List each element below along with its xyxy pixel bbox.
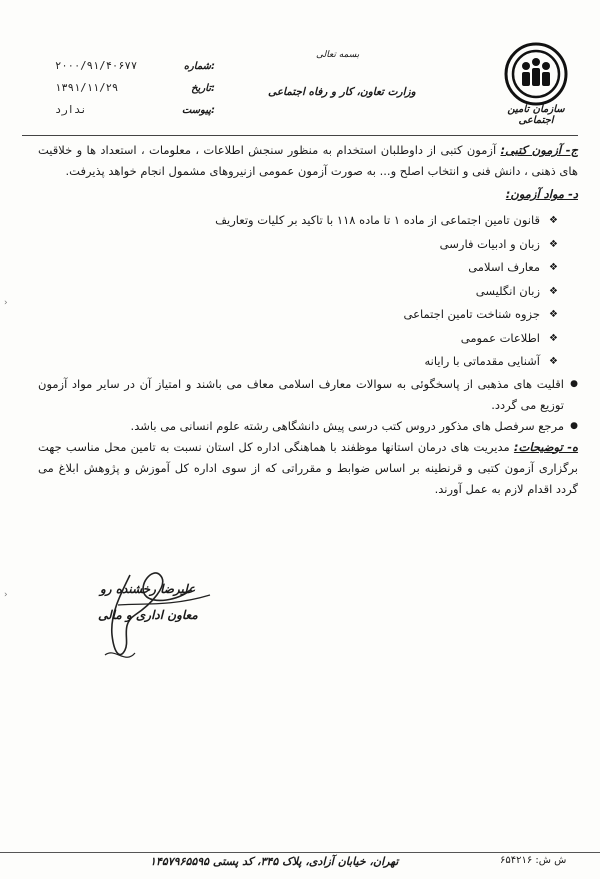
dot-bullet-icon: ●: [570, 378, 578, 389]
exam-subjects-list: [38, 209, 578, 374]
meta-label: تاریخ:: [191, 82, 215, 94]
letter-body: [38, 140, 578, 500]
meta-number-row: [55, 55, 215, 77]
section-d-heading: د- مواد آزمون:: [505, 187, 578, 201]
margin-mark: ›: [4, 298, 8, 308]
meta-date-row: [55, 77, 215, 99]
diamond-bullet-icon: ❖: [549, 332, 558, 344]
diamond-bullet-icon: ❖: [549, 285, 558, 297]
signatory-name: علیرضا رخشنده رو: [100, 582, 196, 596]
section-e: [38, 437, 578, 500]
list-item: ❖ جزوه شناخت تامین اجتماعی: [38, 303, 558, 327]
section-e-heading: ه- توضیحات:: [513, 439, 579, 454]
list-item: ❖ معارف اسلامی: [38, 256, 558, 280]
exam-notes-list: [38, 374, 578, 437]
diamond-bullet-icon: ❖: [549, 238, 558, 250]
meta-label: شماره:: [183, 60, 215, 72]
letter-number: ۲۰۰۰/۹۱/۴۰۶۷۷: [55, 60, 138, 72]
footer-code: ش ش: ۶۵۴۲۱۶: [500, 855, 567, 866]
letter-attachment: ندارد: [55, 104, 87, 116]
org-name: سازمان تامین اجتماعی: [507, 104, 565, 126]
section-e-text: مدیریت های درمان استانها موظفند با هماهنگی اداره کل استان نسبت به تامین محل مناسب جهت برگزاری آزمون کتبی و قرنطینه بر اساس ضوابط و مقرراتی که از سوی اداره کل آموزش و پژوهش ابلاغ می گردد اقدام لازم به عمل آورند.: [38, 439, 578, 496]
ministry-name: وزارت تعاون، کار و رفاه اجتماعی: [268, 86, 416, 98]
list-item: ❖ اطلاعات عمومی: [38, 327, 558, 351]
diamond-bullet-icon: ❖: [549, 356, 558, 367]
invocation-text: بسمه تعالی: [316, 50, 360, 60]
diamond-bullet-icon: ❖: [549, 215, 558, 226]
header-divider: [22, 135, 578, 136]
footer-address: تهران، خیابان آزادی، پلاک ۳۴۵، کد پستی ۱۴۵۷۹۶۵۵۹۵: [150, 855, 399, 868]
section-c-text: آزمون کتبی از داوطلبان استخدام به منظور سنجش اطلاعات ، معلومات ، استعداد ها و خلاقیت های ذهنی ، دانش فنی و انتخاب اصلح و... به صورت آزمون عمومی ازنیروهای مشمول انجام خواهد پذیرفت.: [38, 143, 578, 178]
meta-attachment-row: [55, 99, 215, 121]
diamond-bullet-icon: ❖: [549, 309, 558, 320]
list-item: ❖ زبان و ادبیات فارسی: [38, 233, 558, 257]
letter-date: ۱۳۹۱/۱۱/۲۹: [55, 82, 119, 94]
section-c-heading: ج- آزمون کتبی:: [500, 143, 578, 157]
diamond-bullet-icon: ❖: [549, 262, 558, 273]
section-c: [38, 140, 578, 182]
margin-mark: ›: [4, 590, 8, 600]
list-item: ● اقلیت های مذهبی از پاسخگوئی به سوالات معارف اسلامی معاف می باشند و امتیاز آن در سایر مواد آزمون توزیع می گردد.: [38, 374, 578, 416]
signatory-title: معاون اداری و مالی: [98, 608, 198, 622]
dot-bullet-icon: ●: [570, 420, 578, 431]
list-item: ● مرجع سرفصل های مذکور دروس کتب درسی پیش دانشگاهی رشته علوم انسانی می باشد.: [38, 416, 578, 437]
letter-meta: [55, 55, 215, 121]
list-item: ❖ آشنایی مقدماتی با رایانه: [38, 350, 558, 374]
footer-divider: [0, 852, 600, 853]
list-item: ❖ زبان انگلیسی: [38, 280, 558, 304]
list-item: ❖ قانون تامین اجتماعی از ماده ۱ تا ماده ۱۱۸ با تاکید بر کلیات وتعاریف: [38, 209, 558, 233]
meta-label: پیوست:: [181, 104, 215, 116]
